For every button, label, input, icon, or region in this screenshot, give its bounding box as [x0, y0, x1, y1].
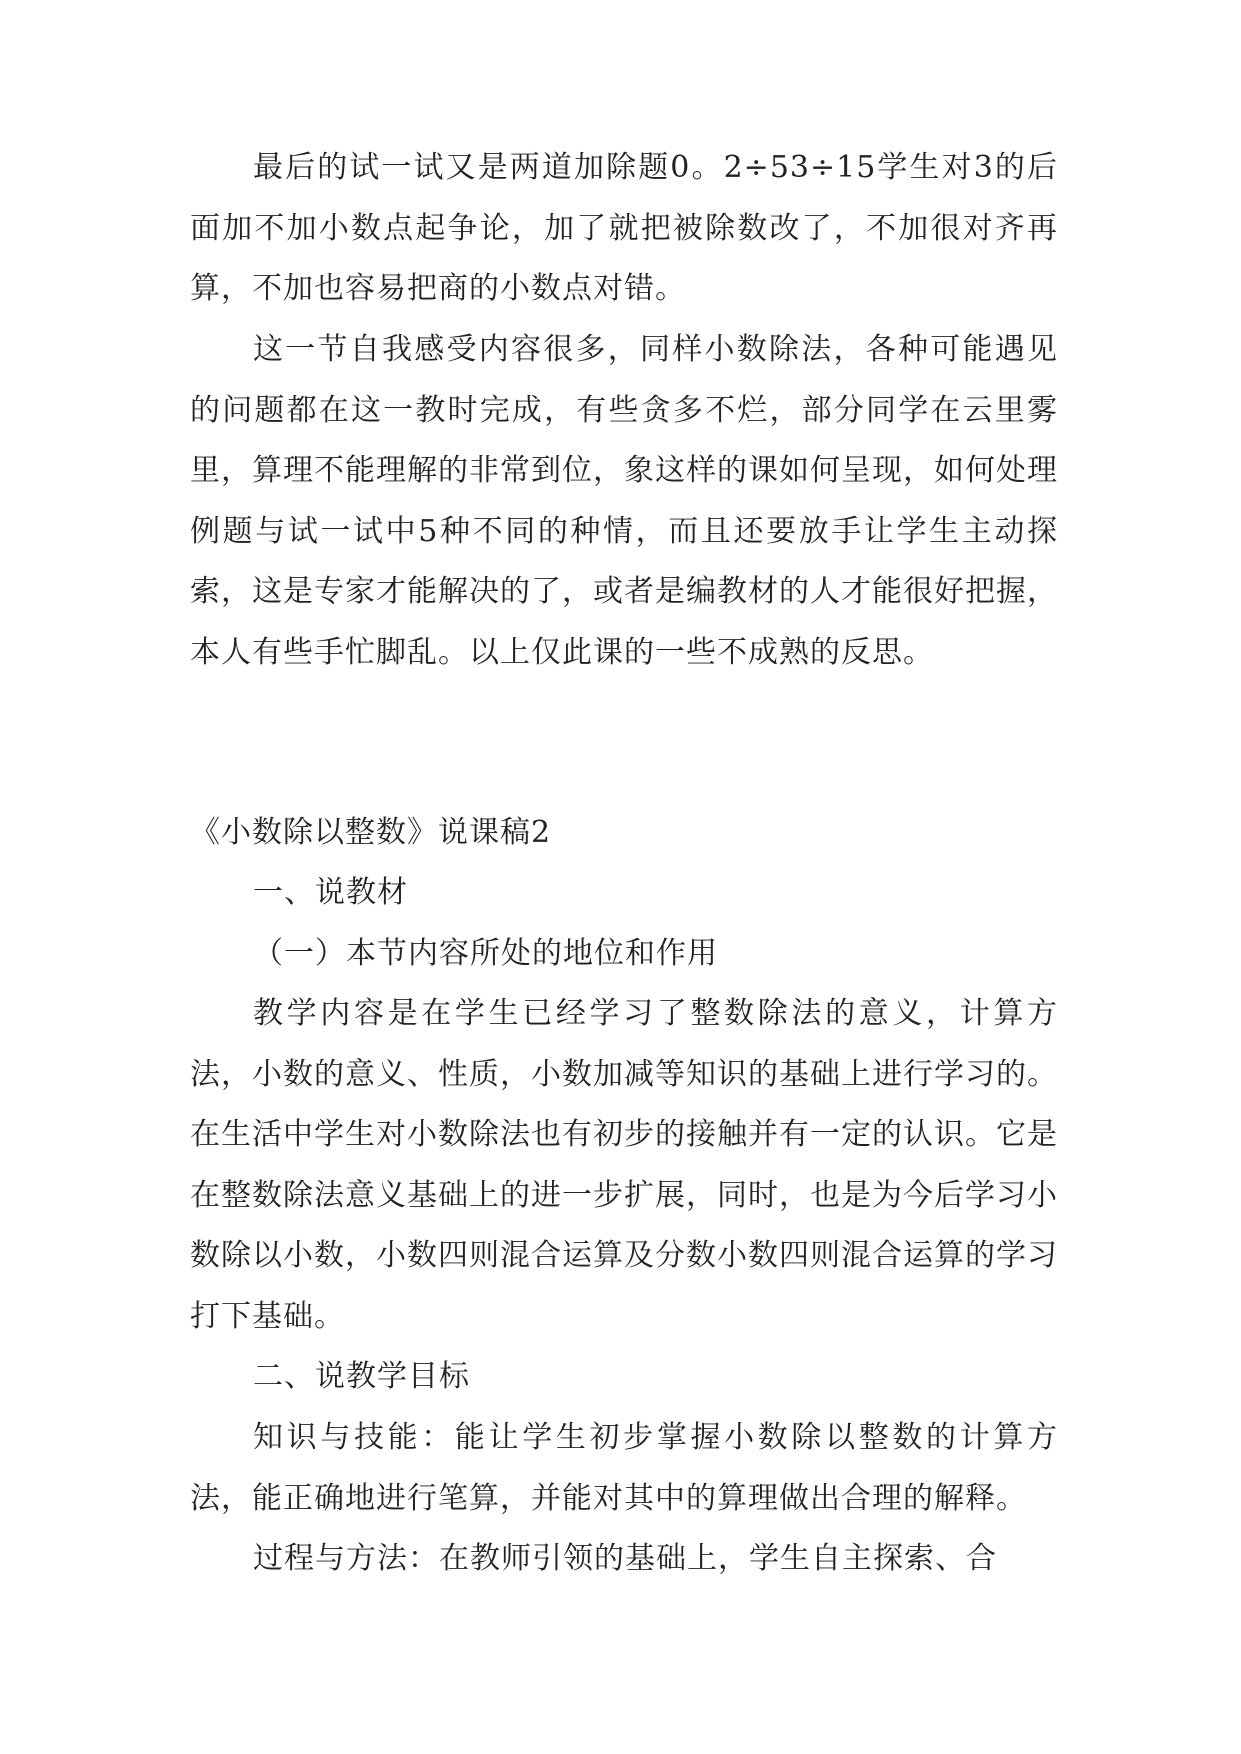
- paragraph-knowledge-skills: 知识与技能：能让学生初步掌握小数除以整数的计算方法，能正确地进行笔算，并能对其中的算理做出合理的解释。: [190, 1420, 1058, 1516]
- paragraph-process-methods: 过程与方法：在教师引领的基础上，学生自主探索、合: [253, 1541, 997, 1576]
- section-heading-goals: 二、说教学目标: [253, 1359, 470, 1394]
- subsection-heading-role: （一）本节内容所处的地位和作用: [253, 936, 718, 971]
- document-title: 《小数除以整数》说课稿2: [190, 815, 552, 850]
- paragraph-trial: 最后的试一试又是两道加除题0。2÷53÷15学生对3的后面加不加小数点起争论，加了就把被除数改了，不加很对齐再算，不加也容易把商的小数点对错。: [190, 150, 1058, 306]
- section-heading-teaching-material: 一、说教材: [253, 875, 408, 910]
- paragraph-content-role: 教学内容是在学生已经学习了整数除法的意义，计算方法，小数的意义、性质，小数加减等知识的基础上进行学习的。在生活中学生对小数除法也有初步的接触并有一定的认识。它是在整数除法意义基础上的进一步扩展，同时，也是为今后学习小数除以小数，小数四则混合运算及分数小数四则混合运算的学习打下基础。: [190, 996, 1058, 1334]
- paragraph-reflection: 这一节自我感受内容很多，同样小数除法，各种可能遇见的问题都在这一教时完成，有些贪多不烂，部分同学在云里雾里，算理不能理解的非常到位，象这样的课如何呈现，如何处理例题与试一试中5种不同的种情，而且还要放手让学生主动探索，这是专家才能解决的了，或者是编教材的人才能很好把握，本人有些手忙脚乱。以上仅此课的一些不成熟的反思。: [190, 332, 1058, 670]
